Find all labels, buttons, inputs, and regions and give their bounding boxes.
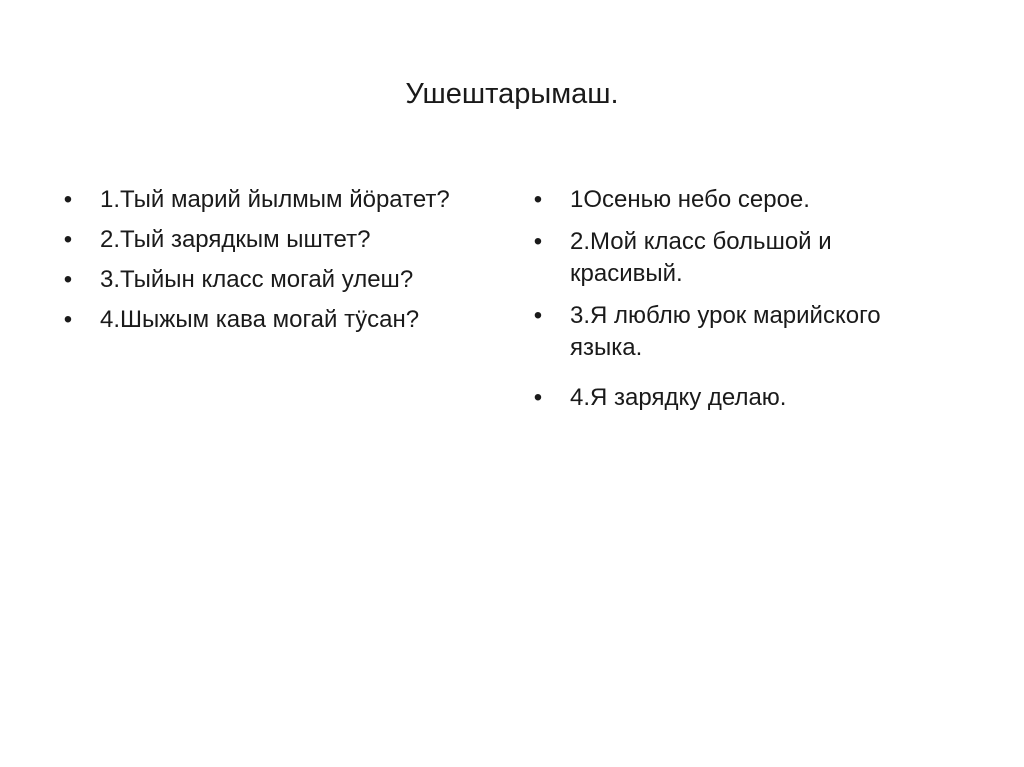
bullet-icon: •: [63, 266, 73, 293]
bullet-icon: •: [533, 302, 543, 329]
list-item: [58, 304, 498, 336]
list-item-text: 1.Тый марий йылмым йӧратет?: [100, 186, 450, 213]
list-item-text: 3.Я люблю урок марийского языка.: [570, 302, 881, 361]
bullet-icon: •: [533, 228, 543, 255]
bullet-icon: •: [63, 306, 73, 333]
list-item-text: 4.Я зарядку делаю.: [570, 384, 787, 411]
list-item-text: 4.Шыжым кава могай тӱсан?: [100, 306, 420, 333]
list-item-text: 2.Тый зарядкым ыштет?: [100, 226, 371, 253]
slide-title: Ушештарымаш.: [405, 78, 619, 110]
list-item: [528, 382, 948, 414]
list-item: [58, 264, 498, 296]
list-item: [528, 300, 948, 364]
bullet-icon: •: [63, 186, 73, 213]
list-item: [528, 226, 948, 290]
bullet-icon: •: [533, 384, 543, 411]
left-question-list: [58, 184, 498, 344]
right-answer-list: [528, 184, 948, 424]
list-item: [528, 184, 948, 216]
list-item-text: 3.Тыйын класс могай улеш?: [100, 266, 414, 293]
bullet-icon: •: [533, 186, 543, 213]
list-item-text: 2.Мой класс большой и красивый.: [570, 228, 832, 287]
list-item-text: 1Осенью небо серое.: [570, 186, 810, 213]
list-item: [58, 184, 498, 216]
list-item: [58, 224, 498, 256]
bullet-icon: •: [63, 226, 73, 253]
